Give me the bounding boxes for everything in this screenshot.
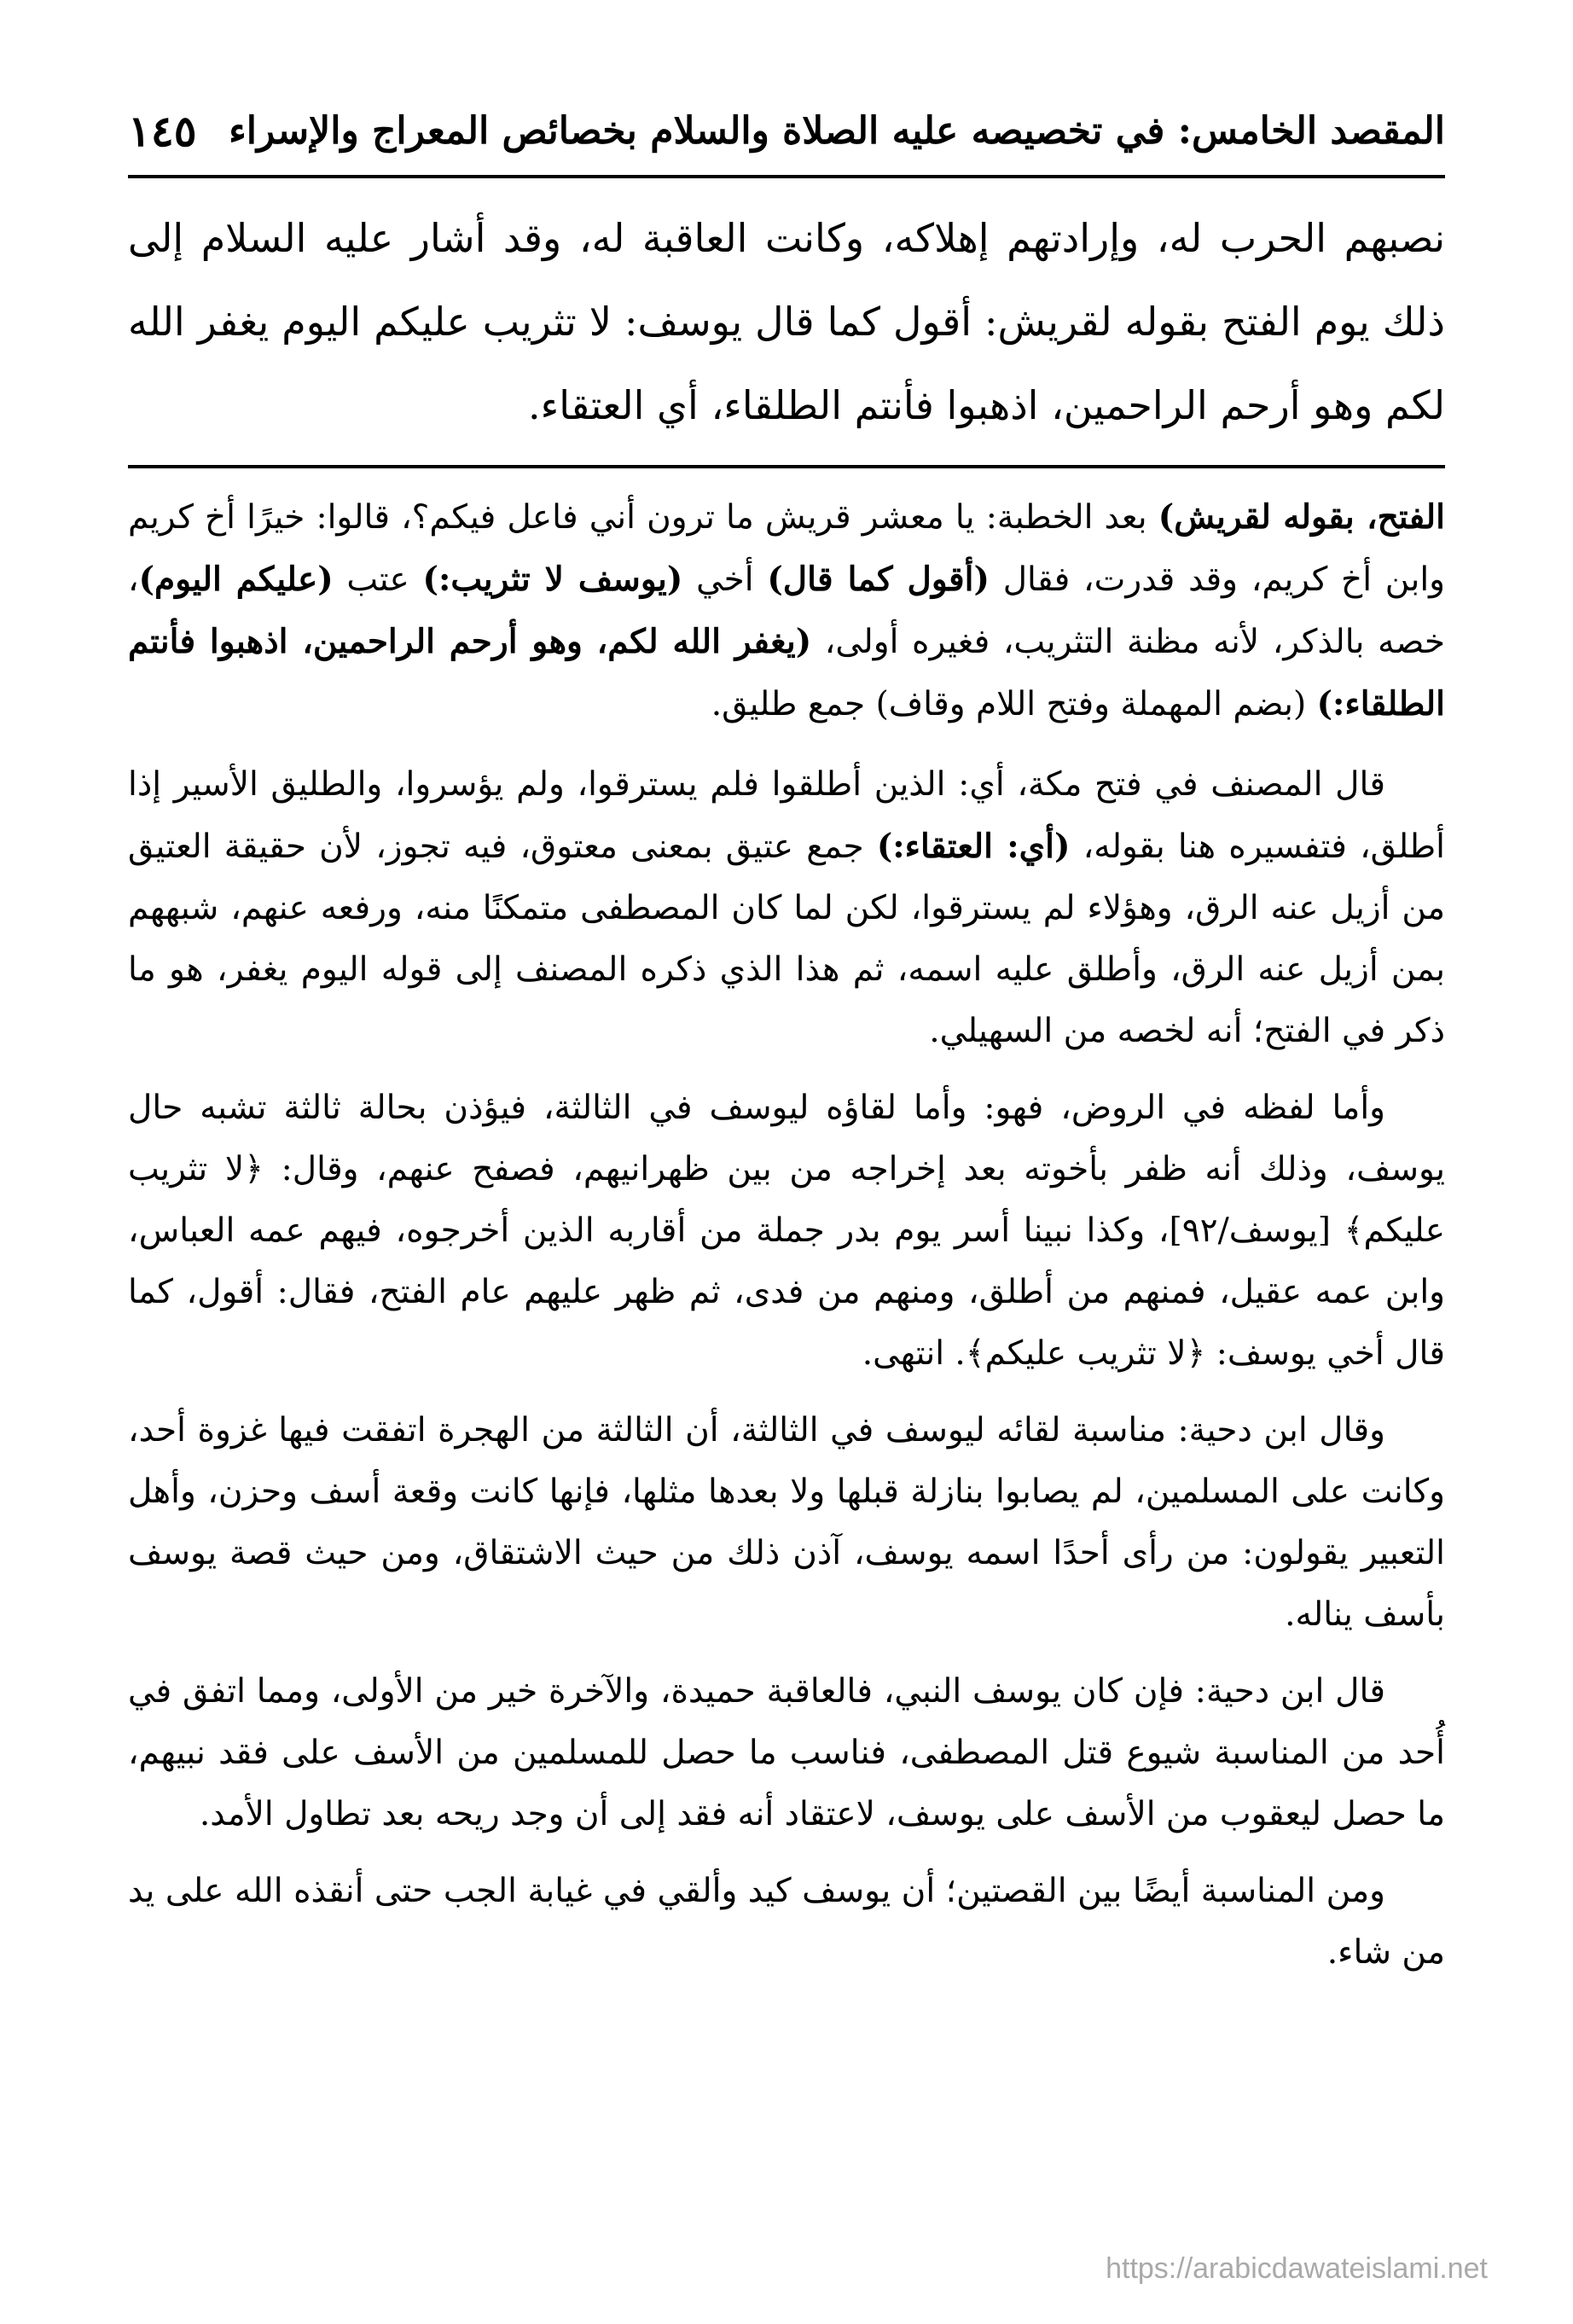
commentary-paragraph-2 (128, 754, 1445, 1062)
commentary-paragraph-6: ومن المناسبة أيضًا بين القصتين؛ أن يوسف كيد وألقي في غيابة الجب حتى أنقذه الله على يد من شاء. (128, 1872, 1445, 1972)
commentary-text: ، خصه بالذكر، لأنه مظنة التثريب، فغيره أولى، (128, 561, 1445, 661)
commentary-text: جمع عتيق بمعنى معتوق، فيه تجوز، لأن حقيقة العتيق من أزيل عنه الرق، وهؤلاء لم يسترقوا، لكن لما كان المصطفى متمكنًا منه، ورفعه عنهم، شبههم بمن أزيل عنه الرق، وأطلق عليه اسمه، ثم هذا الذي ذكره المصنف إلى قوله اليوم يغفر، هو ما ذكر في الفتح؛ أنه لخصه من السهيلي. (128, 828, 1445, 1050)
commentary-paragraph-1 (128, 486, 1445, 735)
quoted-phrase: (يغفر الله لكم، وهو أرحم الراحمين، اذهبوا فأنتم الطلقاء:) (128, 622, 1445, 723)
watermark-url: https://arabicdawateislami.net (1106, 2252, 1488, 2285)
commentary-text: (بضم المهملة وفتح اللام وقاف) جمع طليق. (711, 685, 1317, 723)
header-rule (128, 175, 1445, 178)
commentary-paragraph-3: وأما لفظه في الروض، فهو: وأما لقاؤه ليوسف في الثالثة، فيؤذن بحالة ثالثة تشبه حال يوسف، وذلك أنه ظفر بأخوته بعد إخراجه من بين ظهرانيهم، فصفح عنهم، وقال: ﴿لا تثريب عليكم﴾ [يوسف/٩٢]، وكذا نبينا أسر يوم بدر جملة من أقاربه الذين أخرجوه، فيهم عمه العباس، وابن عمه عقيل، فمنهم من أطلق، ومنهم من فدى، ثم ظهر عليهم عام الفتح، فقال: أقول، كما قال أخي يوسف: ﴿لا تثريب عليكم﴾. انتهى. (128, 1089, 1445, 1373)
header-title: المقصد الخامس: في تخصيصه عليه الصلاة والسلام بخصائص المعراج والإسراء (229, 108, 1445, 153)
quoted-phrase: (عليكم اليوم) (138, 560, 334, 599)
quoted-phrase: الفتح، بقوله لقريش) (1158, 497, 1445, 537)
commentary-text: بعد الخطبة: يا معشر قريش ما ترون أني فاعل فيكم؟، قالوا: خيرًا أخ كريم وابن أخ كريم، وقد قدرت، فقال (128, 498, 1446, 599)
commentary-separator (128, 465, 1445, 468)
quoted-phrase: (أي: العتقاء:) (876, 827, 1071, 866)
commentary (128, 486, 1445, 1999)
commentary-text: عتب (333, 561, 423, 599)
commentary-text: قال المصنف في فتح مكة، أي: الذين أطلقوا فلم يسترقوا، ولم يؤسروا، والطليق الأسير إذا أطلق، فتفسيره هنا بقوله، (128, 765, 1445, 866)
running-header (128, 92, 1445, 169)
quoted-phrase: (يوسف لا تثريب:) (422, 560, 683, 599)
quoted-phrase: (أقول كما قال) (767, 560, 990, 599)
commentary-paragraph-4: وقال ابن دحية: مناسبة لقائه ليوسف في الثالثة، أن الثالثة من الهجرة اتفقت فيها غزوة أحد، وكانت على المسلمين، لم يصابوا بنازلة قبلها ولا بعدها مثلها، فإنها كانت وقعة أسف وحزن، وأهل التعبير يقولون: من رأى أحدًا اسمه يوسف، آذن ذلك من حيث الاشتقاق، ومن حيث قصة يوسف بأسف يناله. (128, 1411, 1445, 1634)
page-number: ١٤٥ (128, 105, 197, 156)
commentary-paragraph-5: قال ابن دحية: فإن كان يوسف النبي، فالعاقبة حميدة، والآخرة خير من الأولى، ومما اتفق في أُحد من المناسبة شيوع قتل المصطفى، فناسب ما حصل للمسلمين من الأسف على فقد نبيهم، ما حصل ليعقوب من الأسف على يوسف، لاعتقاد أنه فقد إلى أن وجد ريحه بعد تطاول الأمد. (128, 1672, 1445, 1833)
main-text: نصبهم الحرب له، وإرادتهم إهلاكه، وكانت العاقبة له، وقد أشار عليه السلام إلى ذلك يوم الفتح بقوله لقريش: أقول كما قال يوسف: لا تثريب عليكم اليوم يغفر الله لكم وهو أرحم الراحمين، اذهبوا فأنتم الطلقاء، أي العتقاء. (128, 215, 1445, 428)
commentary-text: أخي (682, 561, 768, 599)
